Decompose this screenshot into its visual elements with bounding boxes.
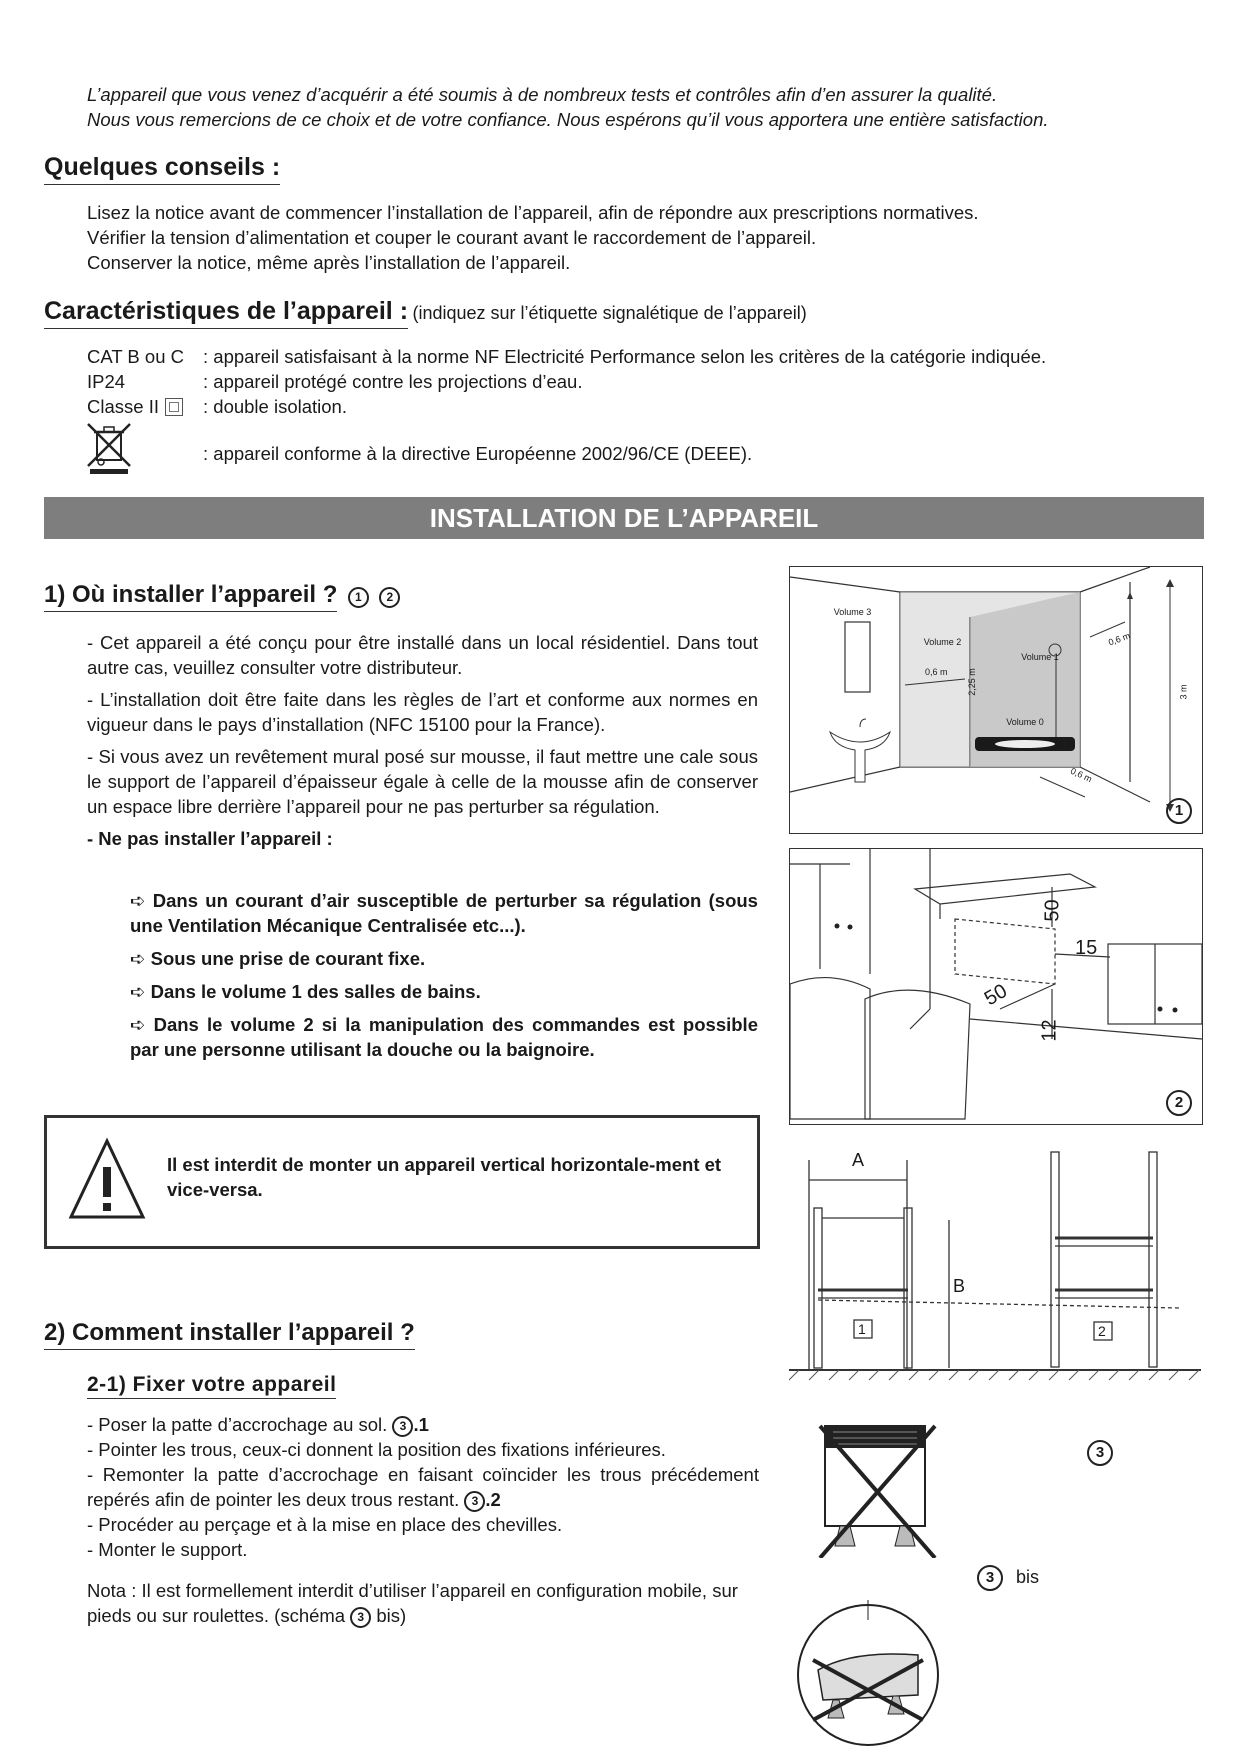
forbidden-wheels-illustration	[793, 1600, 943, 1750]
box-label-1: 1	[858, 1321, 866, 1337]
step-line: - Procéder au perçage et à la mise en place des chevilles.	[87, 1514, 563, 1535]
caracteristiques-table	[87, 344, 1207, 419]
dim-label: 3 m	[1178, 684, 1189, 700]
arrow-icon: ➪	[130, 981, 151, 1002]
ref-circle: 3	[464, 1491, 485, 1512]
carac-text: : appareil protégé contre les projections d’eau.	[203, 371, 583, 392]
figure-3-number: 3	[1087, 1440, 1113, 1466]
dim-label-a: A	[852, 1150, 865, 1170]
step-line: - Monter le support.	[87, 1539, 248, 1560]
section2-steps	[87, 1412, 759, 1562]
nota-text: Nota : Il est formellement interdit d’utiliser l’appareil en configuration mobile, sur pieds ou sur roulettes. (schéma 3 bis)	[87, 1580, 738, 1626]
section2-heading-wrap	[44, 1319, 415, 1350]
section2-subheading: 2-1) Fixer votre appareil	[87, 1373, 336, 1399]
step-line: - Pointer les trous, ceux-ci donnent la position des fixations inférieures.	[87, 1439, 666, 1460]
arrow-icon: ➪	[130, 948, 151, 969]
carac-label: CAT B ou C	[87, 346, 184, 367]
ne-pas-item: ➪ Dans le volume 1 des salles de bains.	[130, 981, 481, 1002]
figure-3-bis-label	[977, 1565, 1039, 1591]
dim-label: 0,6 m	[1106, 630, 1132, 648]
conseils-list	[87, 200, 1187, 275]
section1-paragraph: - L’installation doit être faite dans les règles de l’art et conforme aux normes en vigueur dans le pays d’installation (NFC 15100 pour la France).	[87, 689, 758, 735]
caracteristiques-heading-wrap	[44, 297, 807, 329]
figure-1-number: 1	[1166, 798, 1192, 824]
deee-text: : appareil conforme à la directive Européenne 2002/96/CE (DEEE).	[203, 443, 753, 464]
dim-label: 2,25 m	[966, 668, 977, 696]
conseil-line: Vérifier la tension d’alimentation et couper le courant avant le raccordement de l’appareil.	[87, 227, 817, 248]
figure-3-bracket	[789, 1140, 1201, 1400]
section1-paragraph: - Si vous avez un revêtement mural posé sur mousse, il faut mettre une cale sous le support de l’appareil d’épaisseur égale à celle de la mousse afin de conserver un espace libre derrière l’appareil pour ne pas perturber sa régulation.	[87, 746, 758, 817]
dim-label: 12	[1038, 1019, 1061, 1042]
step-line: - Poser la patte d’accrochage au sol. 3 .1	[87, 1414, 429, 1435]
conseil-line: Conserver la notice, même après l’installation de l’appareil.	[87, 252, 571, 273]
ref-circle: 1	[348, 587, 369, 608]
dim-label: 0,6 m	[925, 667, 948, 677]
arrow-icon: ➪	[130, 890, 153, 911]
conseils-heading: Quelques conseils :	[44, 153, 280, 185]
dim-label: 0,6 m	[1068, 765, 1094, 785]
step-line: - Remonter la patte d’accrochage en faisant coïncider les trous précédement repérés afin de pointer les deux trous restant. 3 .2	[87, 1464, 759, 1510]
section1-heading: 1) Où installer l’appareil ?	[44, 581, 337, 612]
conseil-line: Lisez la notice avant de commencer l’installation de l’appareil, afin de répondre aux prescriptions normatives.	[87, 202, 979, 223]
section2-heading: 2) Comment installer l’appareil ?	[44, 1319, 415, 1350]
carac-row	[87, 369, 1207, 394]
caracteristiques-heading: Caractéristiques de l’appareil :	[44, 297, 408, 329]
intro-line-2: Nous vous remercions de ce choix et de votre confiance. Nous espérons qu’il vous apportera une entière satisfaction.	[87, 109, 1049, 130]
conseils-heading-wrap	[44, 153, 280, 185]
carac-text: : double isolation.	[203, 396, 347, 417]
intro-text	[87, 82, 1167, 132]
dim-label-b: B	[953, 1276, 966, 1296]
carac-text: : appareil satisfaisant à la norme NF Electricité Performance selon les critères de la catégorie indiquée.	[203, 346, 1047, 367]
double-isolation-icon	[165, 398, 183, 416]
carac-row	[87, 394, 1207, 419]
figure-3bis-number: 3	[977, 1565, 1003, 1591]
dim-label: 15	[1075, 937, 1098, 959]
carac-row	[87, 344, 1207, 369]
dim-label: 50	[1041, 899, 1064, 922]
intro-line-1: L’appareil que vous venez d’acquérir a été soumis à de nombreux tests et contrôles afin d’en assurer la qualité.	[87, 84, 998, 105]
ne-pas-list	[130, 888, 758, 1070]
section1-heading-wrap	[44, 581, 400, 612]
installation-banner: INSTALLATION DE L’APPAREIL	[44, 497, 1204, 539]
warning-triangle-icon	[67, 1137, 147, 1221]
section1-paragraph: - Cet appareil a été conçu pour être installé dans un local résidentiel. Dans tout autre cas, veuillez consulter votre distributeur.	[87, 632, 758, 678]
volume0-label: Volume 0	[1006, 717, 1044, 727]
carac-label-wrap	[87, 394, 203, 419]
warning-box	[44, 1115, 760, 1249]
carac-label: IP24	[87, 371, 126, 392]
deee-bin-icon	[84, 420, 136, 481]
volume1-label: Volume 1	[1021, 652, 1059, 662]
caracteristiques-subtitle: (indiquez sur l’étiquette signalétique de l’appareil)	[412, 303, 807, 323]
ref-circle: 2	[379, 587, 400, 608]
ref-circle: 3	[350, 1607, 371, 1628]
forbidden-feet-illustration	[805, 1418, 945, 1558]
section2-subheading-wrap	[87, 1373, 336, 1397]
dim-label: 50	[980, 979, 1012, 1011]
arrow-icon: ➪	[130, 1014, 154, 1035]
volume2-label: Volume 2	[923, 637, 962, 647]
ne-pas-item: ➪ Dans un courant d’air susceptible de perturber sa régulation (sous une Ventilation Mécanique Centralisée etc...).	[130, 890, 758, 936]
bis-text: bis	[1016, 1566, 1040, 1587]
section1-paragraphs	[87, 630, 758, 858]
ne-pas-installer-label: - Ne pas installer l’appareil :	[87, 828, 333, 849]
figure-1-bathroom	[789, 566, 1203, 834]
carac-label: Classe II	[87, 396, 159, 417]
warning-text: Il est interdit de monter un appareil vertical horizontale-ment et vice-versa.	[167, 1154, 722, 1200]
box-label-2: 2	[1098, 1323, 1106, 1339]
figure-2-number: 2	[1166, 1090, 1192, 1116]
volume3-label: Volume 3	[833, 607, 872, 617]
ne-pas-item: ➪ Dans le volume 2 si la manipulation des commandes est possible par une personne utilisant la douche ou la baignoire.	[130, 1014, 758, 1060]
ref-circle: 3	[392, 1416, 413, 1437]
ne-pas-item: ➪ Sous une prise de courant fixe.	[130, 948, 426, 969]
figure-2-clearances	[789, 848, 1203, 1125]
